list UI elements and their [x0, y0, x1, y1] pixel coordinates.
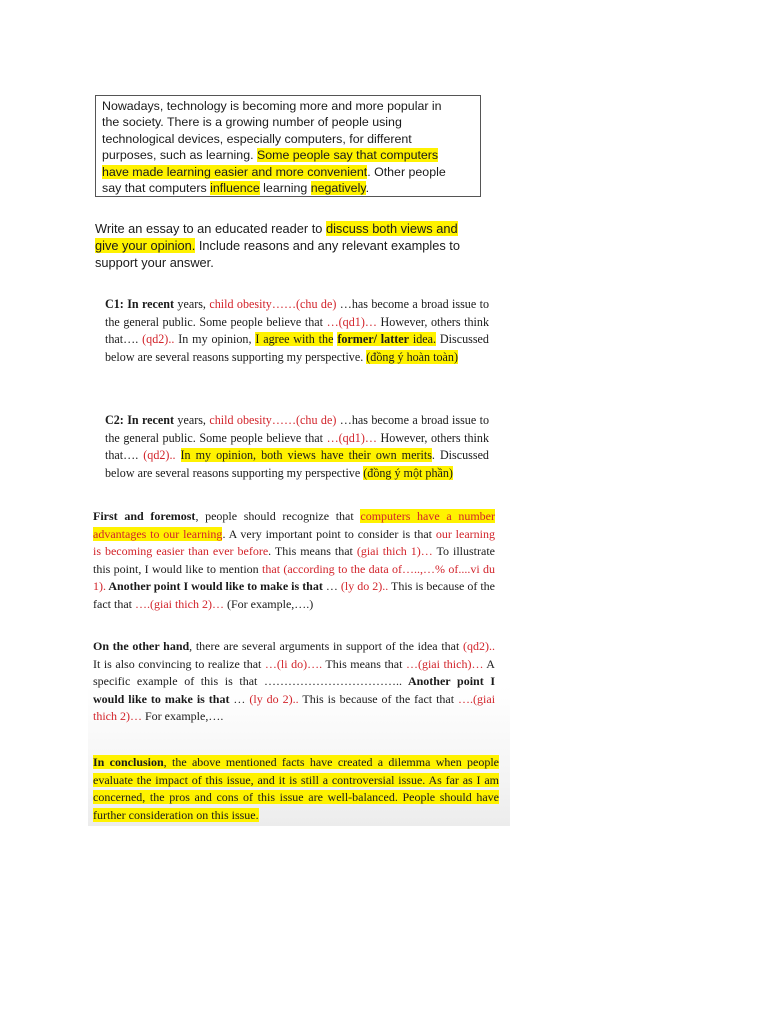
body-text: In my opinion, — [174, 332, 256, 346]
prompt-line — [102, 180, 474, 196]
opinion-highlight: former/ latter — [337, 332, 410, 346]
conclusion-paragraph — [93, 754, 499, 824]
body-text: However, others think that…. — [105, 430, 489, 462]
prompt-highlight: have made learning easier and more convenient — [102, 164, 368, 179]
body-text: Discussed below are several reasons supporting my perspective. — [105, 332, 489, 364]
body-text: This means that — [322, 656, 406, 671]
body-text: It is also convincing to realize that — [93, 656, 265, 671]
task-line — [95, 237, 495, 254]
placeholder-text: child obesity……(chu de) — [209, 297, 337, 311]
task-instruction — [95, 220, 495, 271]
body-text: …has become a broad issue to the general public. Some people believe that — [105, 413, 489, 445]
prompt-line: the society. There is a growing number of people using — [102, 115, 402, 130]
placeholder-text: that (according to the data of…..,…% of....vi du 1). — [93, 561, 495, 593]
prompt-highlight: influence — [210, 181, 260, 196]
body-paragraph-1 — [93, 508, 495, 613]
body-text: . A very important point to consider is that — [222, 526, 436, 541]
prompt-highlight: Some people say that computers — [256, 148, 439, 163]
prompt-line — [102, 164, 474, 180]
template-label: C2: In recent — [105, 413, 175, 427]
body-text: . This means that — [268, 544, 357, 558]
prompt-text: purposes, such as learning. — [102, 148, 257, 163]
body-text: … — [322, 579, 341, 593]
opinion-note-highlight: (đồng ý hoàn toàn) — [366, 349, 458, 364]
placeholder-text: …(giai thich)… — [405, 656, 484, 671]
task-highlight: give your opinion. — [95, 238, 196, 253]
placeholder-text: (ly do 2).. — [340, 579, 389, 593]
placeholder-text: (qd2).. — [142, 332, 175, 346]
placeholder-text: …(li do)…. — [264, 656, 323, 671]
body-text: This is because of the fact that — [93, 579, 495, 611]
topic-highlight: computers have a number advantages to our learning — [93, 509, 496, 541]
placeholder-text: …(qd1)… — [326, 430, 377, 445]
prompt-line: technological devices, especially computers, for different — [102, 131, 412, 146]
task-text: Write an essay to an educated reader to — [95, 221, 326, 236]
body-text: , there are several arguments in support of the idea that — [189, 639, 463, 653]
prompt-text: learning — [259, 181, 311, 196]
body-text: years, — [174, 413, 210, 427]
bold-phrase: Another point I would like to make is that — [106, 579, 323, 593]
prompt-highlight: negatively — [310, 181, 366, 196]
template-label: C1: In recent — [105, 297, 175, 311]
placeholder-text: our learning is becoming easier than ever before — [93, 526, 495, 558]
essay-prompt-box — [95, 95, 481, 197]
body-text: , people should recognize that — [195, 509, 361, 523]
placeholder-text: (ly do 2).. — [249, 691, 299, 706]
body-text: To illustrate this point, I would like to mention — [93, 544, 495, 576]
prompt-line — [102, 147, 474, 163]
task-highlight: discuss both views and — [325, 221, 458, 236]
transition-phrase: On the other hand — [93, 639, 190, 653]
bold-phrase: Another point I would like to make is that — [93, 674, 495, 706]
body-text: This is because of the fact that — [298, 691, 459, 706]
intro-template-c2 — [105, 412, 489, 482]
placeholder-text: ….(giai thich 2)… — [134, 596, 224, 611]
task-text: Include reasons and any relevant examples to — [195, 238, 460, 253]
prompt-text: say that computers — [102, 181, 211, 196]
placeholder-text: (qd2).. — [463, 639, 495, 653]
body-text: For example,…. — [142, 709, 224, 723]
placeholder-text: (giai thich 1)… — [356, 544, 433, 558]
task-line — [95, 220, 495, 237]
task-line: support your answer. — [95, 255, 214, 270]
opinion-highlight: In my opinion, both views have their own merits — [180, 448, 432, 462]
placeholder-text: ….(giai thich 2)… — [93, 691, 496, 723]
body-text: years, — [174, 297, 210, 311]
body-text: (For example,….) — [223, 596, 314, 611]
body-text: . Discussed below are several reasons supporting my perspective — [105, 448, 489, 480]
intro-template-c1 — [105, 296, 489, 366]
opinion-note-highlight: (đồng ý một phần) — [363, 465, 453, 480]
prompt-line: Nowadays, technology is becoming more and more popular in — [102, 99, 442, 113]
body-text: However, others think that…. — [105, 314, 489, 346]
transition-phrase: In conclusion — [93, 755, 164, 769]
prompt-text: . Other people — [367, 164, 446, 179]
placeholder-text: (qd2).. — [143, 448, 176, 462]
body-text: … — [229, 691, 250, 706]
transition-phrase: First and foremost — [93, 509, 196, 523]
opinion-highlight: I agree with the — [255, 332, 334, 346]
body-text: …has become a broad issue to the general public. Some people believe that — [105, 297, 489, 329]
prompt-text: . — [365, 181, 370, 196]
placeholder-text: …(qd1)… — [326, 314, 377, 329]
opinion-highlight: idea. — [409, 332, 437, 346]
conclusion-text: , the above mentioned facts have created a dilemma when people evaluate the impact of this issue, and it is still a controversial issue. As far as I am concerned, the pros and cons of this issue are well-balanced. People should have further consideration on this issue. — [93, 755, 499, 822]
placeholder-text: child obesity……(chu de) — [209, 413, 337, 427]
body-text: A specific example of this is that …………………………….. — [93, 656, 495, 688]
body-paragraph-2 — [93, 638, 495, 726]
